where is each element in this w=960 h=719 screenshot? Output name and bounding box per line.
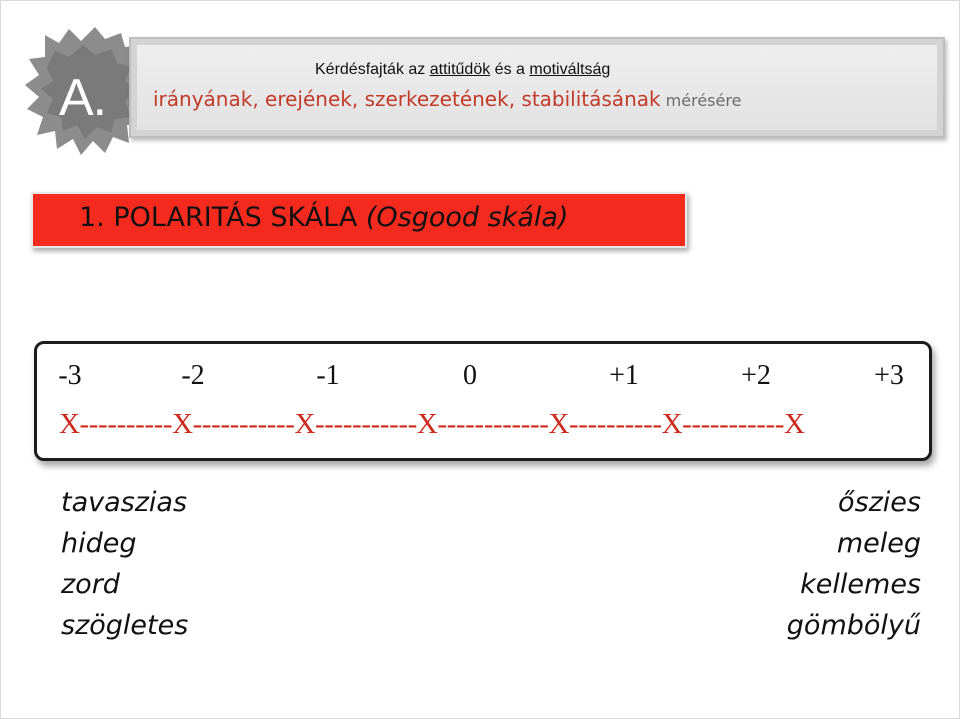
- section-title: [79, 202, 568, 233]
- attitudes-link[interactable]: attitűdök: [429, 61, 491, 78]
- logo-letter: A.: [59, 69, 107, 127]
- scale-panel: [34, 341, 932, 461]
- header-highlight: irányának, erejének, szerkezetének, stabilitásának: [153, 87, 661, 111]
- scale-value: -2: [181, 360, 205, 391]
- scale-value: -3: [58, 360, 82, 391]
- scale-value: +2: [741, 360, 771, 391]
- motivation-link[interactable]: motiváltság: [529, 61, 611, 78]
- right-adjective: meleg: [836, 528, 921, 559]
- scale-value: +3: [874, 360, 904, 391]
- left-adjective: hideg: [61, 528, 137, 559]
- scale-value: 0: [463, 360, 477, 391]
- header-rest: mérésére: [660, 91, 742, 110]
- left-adjective: tavaszias: [61, 487, 188, 518]
- section-title-bar: [31, 192, 687, 248]
- left-adjective: szögletes: [61, 610, 189, 641]
- header-subtitle: [315, 61, 610, 79]
- left-adjectives: [61, 482, 188, 646]
- section-title-italic: (Osgood skála): [365, 202, 569, 233]
- right-adjectives: [787, 482, 921, 646]
- header-prefix: Kérdésfajták az: [315, 61, 430, 78]
- right-adjective: őszies: [838, 487, 921, 518]
- header-mid: és a: [490, 61, 530, 78]
- scale-line: X----------X-----------X-----------X------------X----------X-----------X: [59, 408, 805, 440]
- header-box: [129, 37, 945, 138]
- header-title: [153, 87, 741, 111]
- section-title-main: 1. POLARITÁS SKÁLA: [79, 202, 366, 233]
- left-adjective: zord: [61, 569, 120, 600]
- scale-value: +1: [609, 360, 639, 391]
- right-adjective: gömbölyű: [786, 610, 921, 641]
- scale-value: -1: [316, 360, 340, 391]
- right-adjective: kellemes: [800, 569, 921, 600]
